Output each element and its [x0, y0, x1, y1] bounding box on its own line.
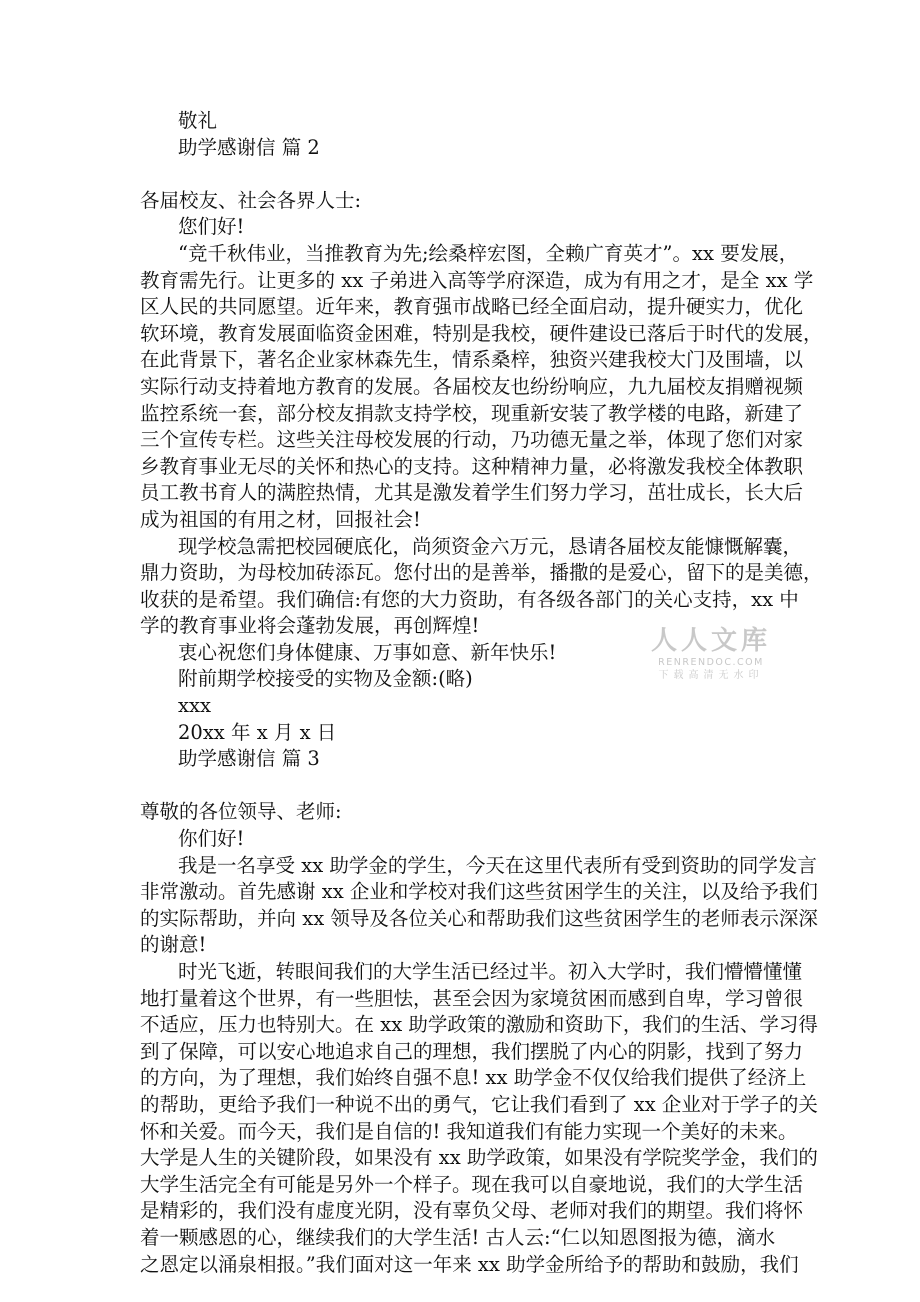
watermark-domain: RENRENDOC.COM	[658, 657, 764, 668]
text-line: 之恩定以涌泉相报。”我们面对这一年来 xx 助学金所给予的帮助和鼓励，我们	[140, 1252, 799, 1276]
text-line: “竞千秋伟业，当推教育为先;绘桑梓宏图，全赖广育英才”。xx 要发展，	[178, 241, 799, 265]
text-line: 区人民的共同愿望。近年来，教育强市战略已经全面启动，提升硬实力，优化	[140, 295, 804, 319]
watermark-logo	[646, 626, 776, 683]
text-line: 我是一名享受 xx 助学金的学生，今天在这里代表所有受到资助的同学发言	[178, 853, 817, 877]
text-line: 实际行动支持着地方教育的发展。各届校友也纷纷响应，九九届校友捐赠视频	[140, 374, 804, 398]
text-line: 助学感谢信 篇 2	[178, 135, 320, 159]
text-line: 怀和关爱。而今天，我们是自信的! 我知道我们有能力实现一个美好的未来。	[140, 1119, 798, 1143]
blank-line	[140, 161, 780, 188]
text-line: 敬礼	[178, 109, 218, 132]
text-line: 20xx 年 x 月 x 日	[178, 720, 337, 744]
text-line: 鼎力资助，为母校加砖添瓦。您付出的是善举，播撒的是爱心，留下的是美德，	[140, 561, 823, 585]
text-line: 时光飞逝，转眼间我们的大学生活已经过半。初入大学时，我们懵懵懂懂	[178, 960, 803, 983]
text-line: 三个宣传专栏。这些关注母校发展的行动，乃功德无量之举，体现了您们对家	[140, 428, 804, 452]
text-line: 现学校急需把校园硬底化，尚须资金六万元，恳请各届校友能慷慨解囊，	[178, 534, 803, 558]
text-line: 成为祖国的有用之材，回报社会!	[140, 507, 421, 531]
text-line: 非常激动。首先感谢 xx 企业和学校对我们这些贫困学生的关注，以及给予我们	[140, 880, 818, 904]
text-line: 不适应，压力也特别大。在 xx 助学政策的激励和资助下，我们的生活、学习得	[140, 1013, 818, 1037]
text-line: 乡教育事业无尽的关怀和热心的支持。这种精神力量，必将激发我校全体教职	[140, 454, 804, 478]
text-line: 在此背景下，著名企业家林森先生，情系桑梓，独资兴建我校大门及围墙，以	[140, 348, 804, 372]
text-line: 员工教书育人的满腔热情，尤其是激发着学生们努力学习，茁壮成长，长大后	[140, 481, 804, 505]
text-line: 尊敬的各位领导、老师:	[140, 800, 342, 824]
text-line: 的谢意!	[140, 933, 207, 957]
text-line: 附前期学校接受的实物及金额:(略)	[178, 667, 473, 691]
text-line: 教育需先行。让更多的 xx 子弟进入高等学府深造，成为有用之才，是全 xx 学	[140, 268, 814, 292]
text-line: xxx	[178, 694, 211, 718]
watermark-slogan: 下载高清无水印	[658, 670, 764, 681]
watermark-title: 人人文库	[650, 626, 771, 656]
text-line: 各届校友、社会各界人士:	[140, 188, 362, 212]
text-line: 是精彩的，我们没有虚度光阴，没有辜负父母、老师对我们的期望。我们将怀	[140, 1199, 804, 1223]
text-line: 的实际帮助，并向 xx 领导及各位关心和帮助我们这些贫困学生的老师表示深深	[140, 906, 818, 930]
text-line: 衷心祝您们身体健康、万事如意、新年快乐!	[178, 640, 557, 664]
text-line: 软环境，教育发展面临资金困难，特别是我校，硬件建设已落后于时代的发展，	[140, 321, 823, 345]
text-line: 大学生活完全有可能是另外一个样子。现在我可以自豪地说，我们的大学生活	[140, 1172, 804, 1196]
text-line: 的方向，为了理想，我们始终自强不息! xx 助学金不仅仅给我们提供了经济上	[140, 1066, 807, 1090]
document-body	[140, 108, 823, 1278]
blank-line	[140, 773, 780, 800]
text-line: 学的教育事业将会蓬勃发展，再创辉煌!	[140, 614, 480, 638]
text-line: 地打量着这个世界，有一些胆怯，甚至会因为家境贫困而感到自卑，学习曾很	[140, 986, 804, 1010]
text-line: 大学是人生的关键阶段，如果没有 xx 助学政策，如果没有学院奖学金，我们的	[140, 1146, 818, 1170]
text-line: 您们好!	[178, 215, 245, 239]
text-line: 你们好!	[178, 827, 245, 851]
text-line: 着一颗感恩的心，继续我们的大学生活! 古人云:“仁以知恩图报为德，滴水	[140, 1225, 776, 1249]
text-line: 到了保障，可以安心地追求自己的理想，我们摆脱了内心的阴影，找到了努力	[140, 1039, 804, 1063]
text-line: 监控系统一套，部分校友捐款支持学校，现重新安装了教学楼的电路，新建了	[140, 401, 804, 425]
text-line: 助学感谢信 篇 3	[178, 747, 320, 771]
text-line: 的帮助，更给予我们一种说不出的勇气，它让我们看到了 xx 企业对于学子的关	[140, 1092, 818, 1116]
text-line: 收获的是希望。我们确信:有您的大力资助，有各级各部门的关心支持，xx 中	[140, 587, 799, 611]
